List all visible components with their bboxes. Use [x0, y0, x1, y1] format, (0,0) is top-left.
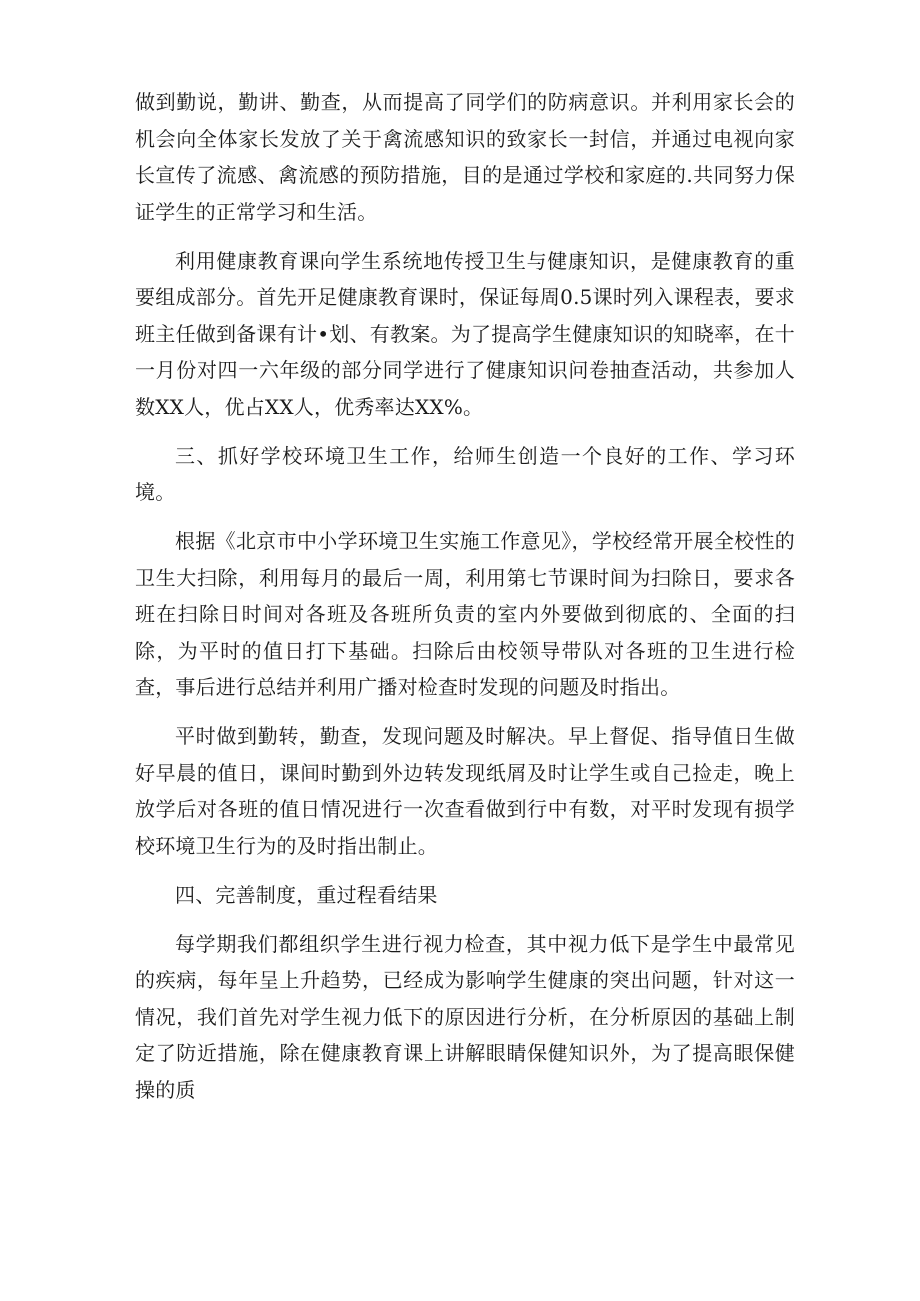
- paragraph-vision-check: 每学期我们都组织学生进行视力检查，其中视力低下是学生中最常见的疾病，每年呈上升趋势，已经成为影响学生健康的突出问题，针对这一情况，我们首先对学生视力低下的原因进行分析，在分析原因的基础上制定了防近措施，除在健康教育课上讲解眼睛保健知识外，为了提高眼保健操的质: [135, 931, 795, 1102]
- section-heading-environment-hygiene: 三、抓好学校环境卫生工作，给师生创造一个良好的工作、学习环境。: [135, 443, 795, 504]
- section-heading-improve-system: 四、完善制度，重过程看结果: [175, 882, 438, 907]
- paragraph-daily-inspection: 平时做到勤转，勤查，发现问题及时解决。早上督促、指导值日生做好早晨的值日，课间时勤到外边转发现纸屑及时让学生或自己捡走，晚上放学后对各班的值日情况进行一次查看做到行中有数，对平时发现有损学校环境卫生行为的及时指出制止。: [135, 724, 795, 858]
- paragraph-cleaning-day: 根据《北京市中小学环境卫生实施工作意见》，学校经常开展全校性的卫生大扫除，利用每月的最后一周，利用第七节课时间为扫除日，要求各班在扫除日时间对各班及各班所负责的室内外要做到彻底的、全面的扫除，为平时的值日打下基础。扫除后由校领导带队对各班的卫生进行检查，事后进行总结并利用广播对检查时发现的问题及时指出。: [135, 529, 795, 699]
- paragraph-health-education-class: 利用健康教育课向学生系统地传授卫生与健康知识，是健康教育的重要组成部分。首先开足健康教育课时，保证每周0.5课时列入课程表，要求班主任做到备课有计•划、有教案。为了提高学生健康知识的知晓率，在十一月份对四一六年级的部分同学进行了健康知识问卷抽查活动，共参加人数XX人，优占XX人，优秀率达XX%。: [135, 248, 795, 419]
- document-page: [135, 84, 795, 1108]
- paragraph-prevention-awareness: 做到勤说，勤讲、勤查，从而提高了同学们的防病意识。并利用家长会的机会向全体家长发放了关于禽流感知识的致家长一封信，并通过电视向家长宣传了流感、禽流感的预防措施，目的是通过学校和家庭的.共同努力保证学生的正常学习和生活。: [135, 90, 795, 224]
